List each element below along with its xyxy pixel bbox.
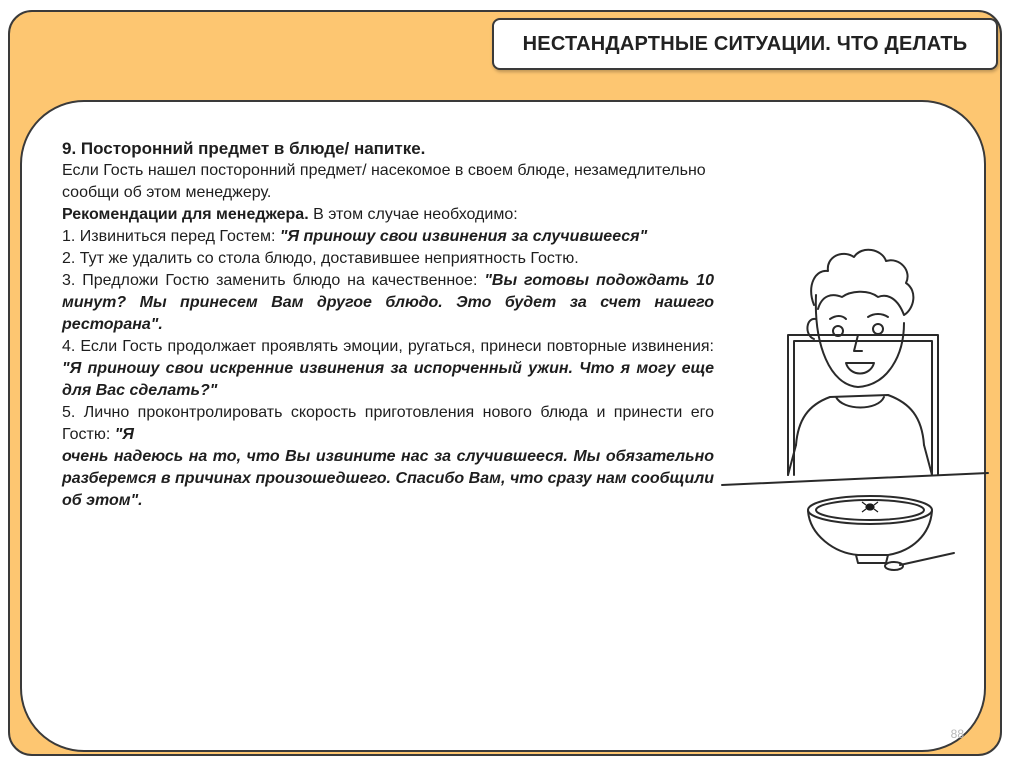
bug-in-soup	[862, 502, 878, 512]
mouth	[846, 363, 874, 374]
item-4-quote: "Я приношу свои искренние извинения за испорченный ужин. Что я могу еще для Вас сделать?"	[62, 360, 714, 399]
bowl-body	[808, 511, 932, 555]
chair-back	[788, 335, 938, 475]
recommendations-line	[62, 204, 714, 226]
item-4-text: 4. Если Гость продолжает проявлять эмоции, ругаться, принеси повторные извинения:	[62, 338, 714, 355]
item-1	[62, 226, 714, 248]
title-box	[492, 18, 998, 70]
torso	[796, 395, 924, 445]
section-heading: 9. Посторонний предмет в блюде/ напитке.	[62, 139, 426, 158]
intro-paragraph: Если Гость нашел посторонний предмет/ насекомое в своем блюде, незамедлительно сообщи об этом менеджеру.	[62, 162, 706, 201]
page-number: 88	[950, 727, 964, 741]
right-eye	[873, 324, 883, 334]
slide-title: НЕСТАНДАРТНЫЕ СИТУАЦИИ. ЧТО ДЕЛАТЬ	[522, 32, 968, 55]
item-2: 2. Тут же удалить со стола блюдо, доставившее неприятность Гостю.	[62, 250, 579, 267]
item-1-quote: "Я приношу свои извинения за случившееся"	[279, 228, 648, 245]
item-5-quote-rest: очень надеюсь на то, что Вы извините нас за случившееся. Мы обязательно разберемся в причинах произошедшего. Спасибо Вам, что сразу нам сообщили об этом".	[62, 448, 714, 509]
boy-with-soup-illustration	[718, 235, 990, 575]
item-5	[62, 402, 714, 446]
item-3-text: 3. Предложи Гостю заменить блюдо на качественное:	[62, 272, 485, 289]
hair	[811, 250, 913, 315]
content-text	[62, 138, 714, 512]
item-5-quote-start: "Я	[114, 426, 134, 443]
table-edge	[722, 473, 988, 485]
recommendations-label: Рекомендации для менеджера.	[62, 206, 309, 223]
spoon	[900, 553, 954, 565]
item-3-quote: "Вы готовы подождать 10 минут? Мы принесем Вам другое блюдо. Это будет за счет нашего ресторана".	[62, 272, 715, 333]
recommendations-text: В этом случае необходимо:	[308, 206, 518, 223]
item-3	[62, 270, 714, 336]
item-4	[62, 336, 714, 402]
item-1-text: 1. Извиниться перед Гостем:	[62, 228, 280, 245]
item-5-text: 5. Лично проконтролировать скорость приготовления нового блюда и принести его Гостю:	[62, 404, 714, 443]
